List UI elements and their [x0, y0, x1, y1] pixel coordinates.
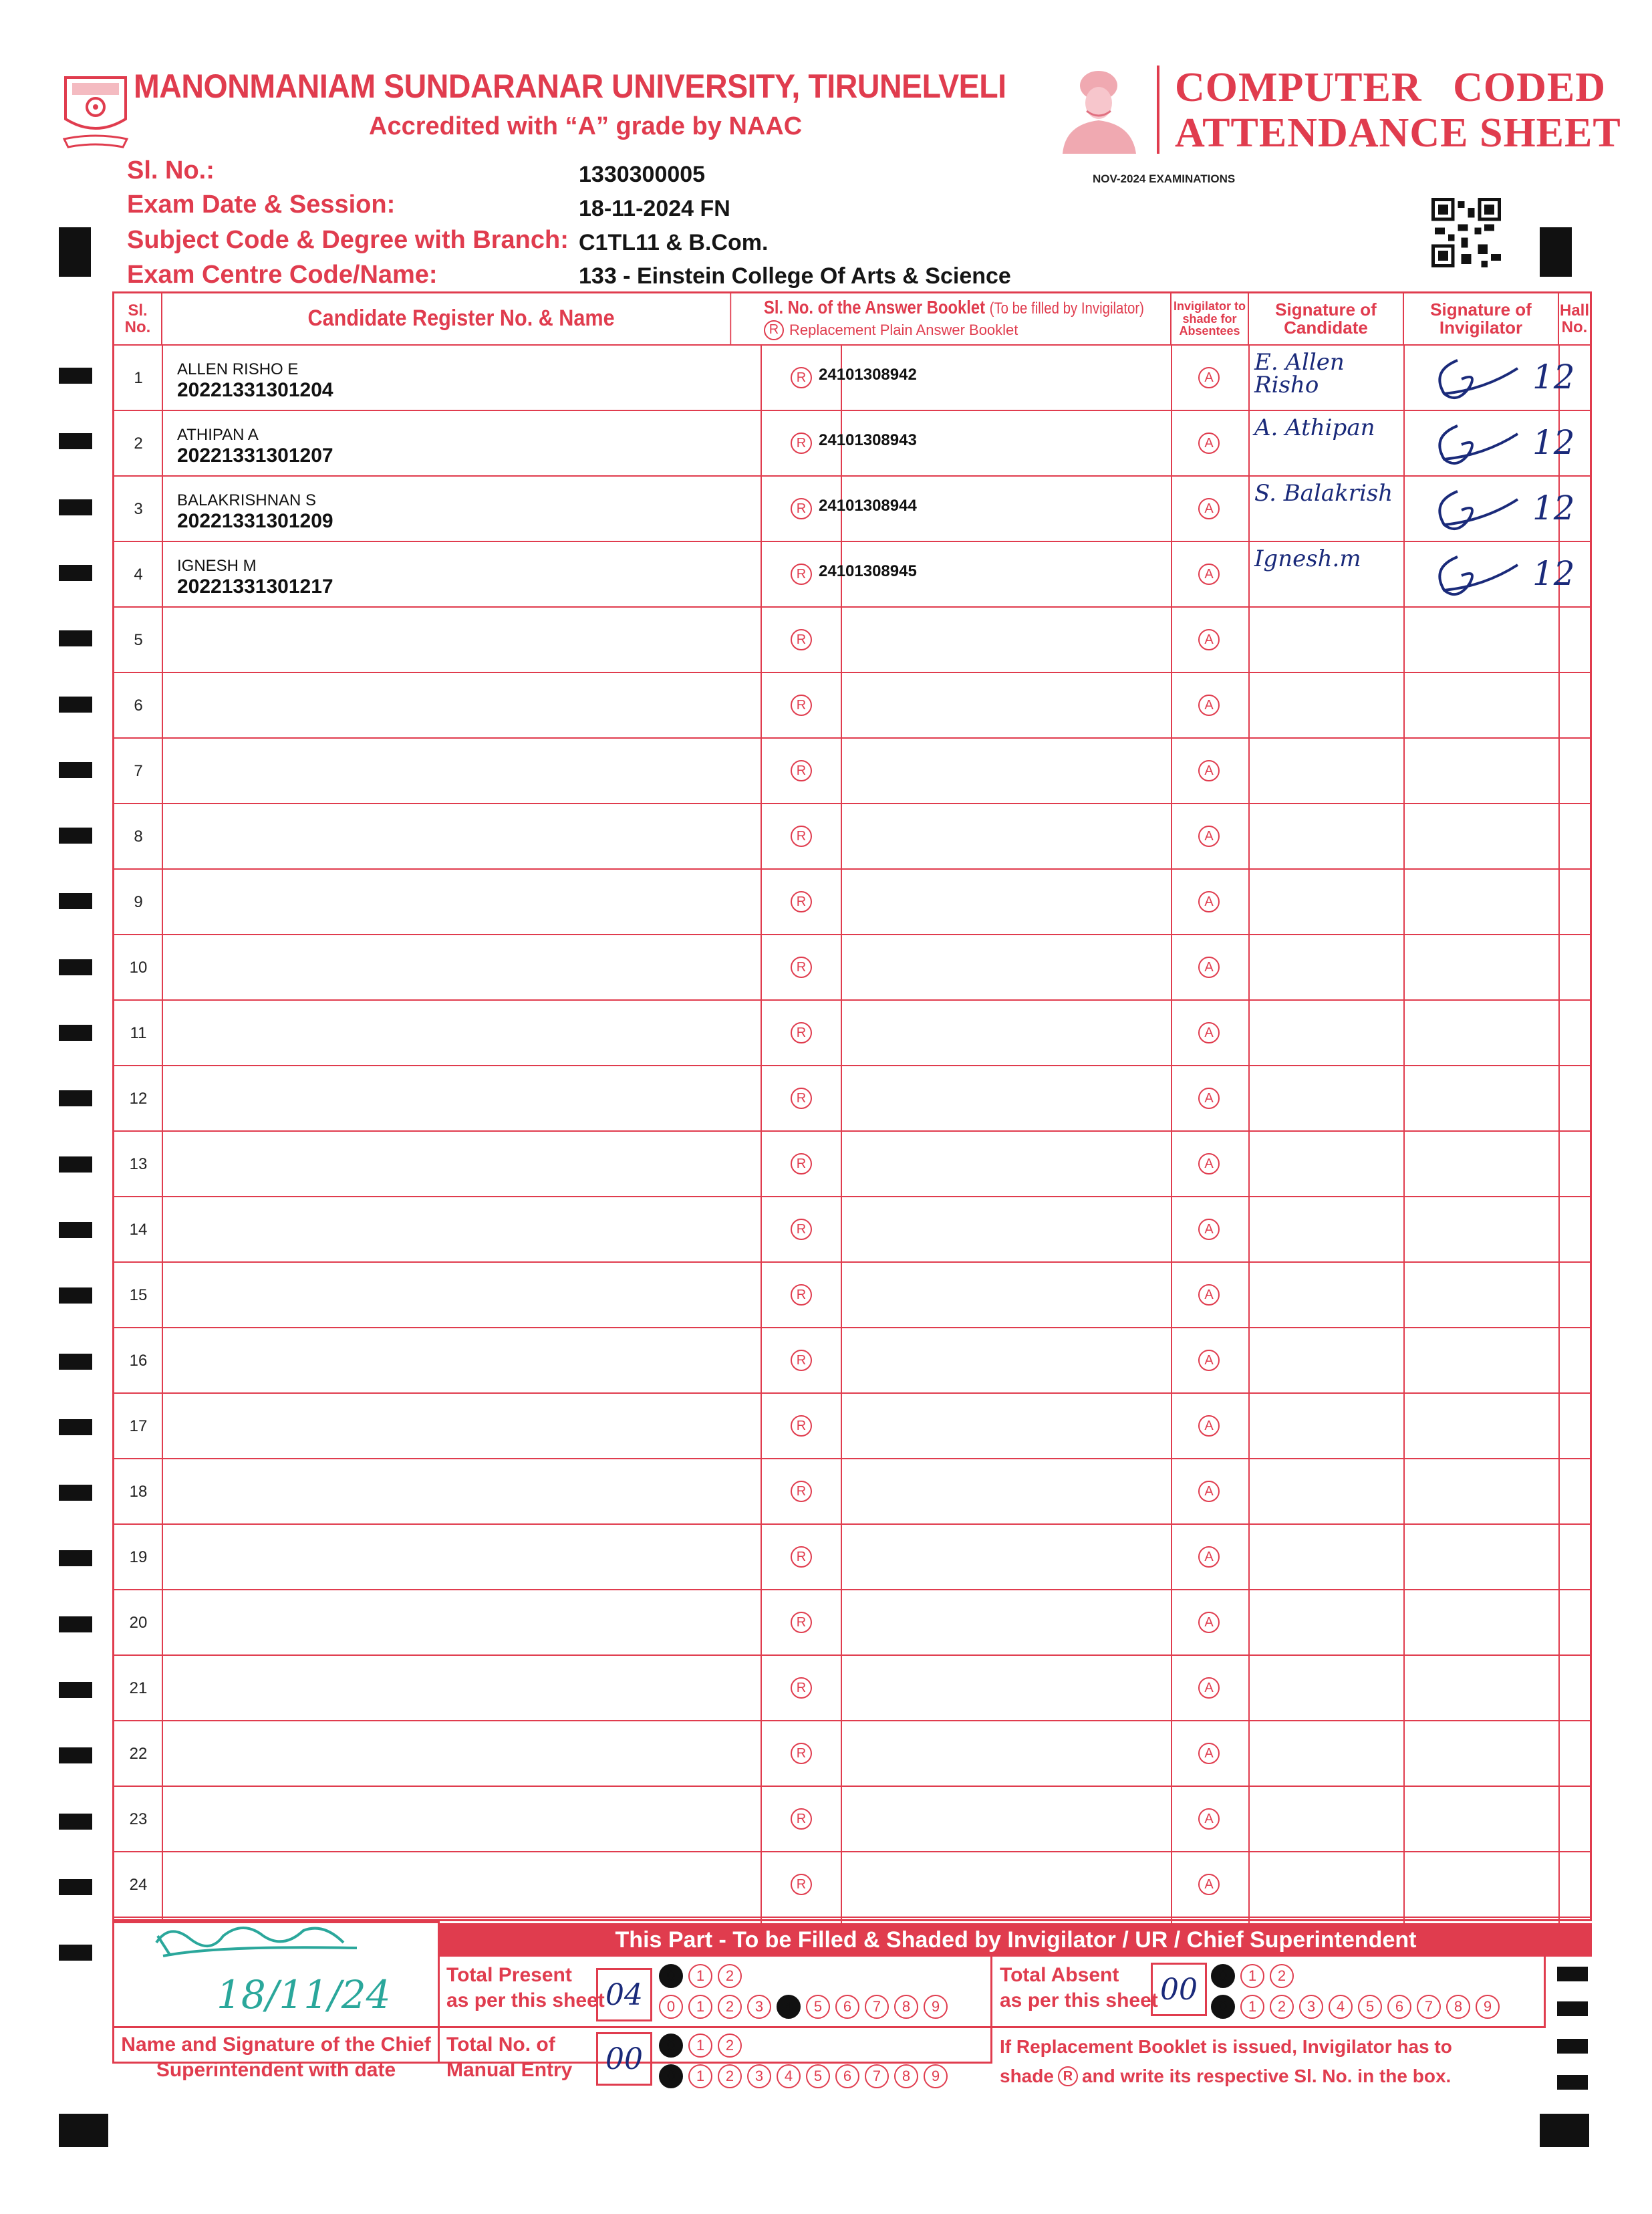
row-sl-no: 22	[129, 1745, 148, 1763]
absent-bubble[interactable]: A	[1198, 1415, 1220, 1437]
row-sl-no: 21	[129, 1679, 148, 1697]
timing-mark	[59, 697, 92, 713]
absent-bubble[interactable]: A	[1198, 1612, 1220, 1633]
table-row	[114, 477, 1590, 542]
portrait-icon	[1056, 64, 1143, 154]
table-row	[114, 1066, 1590, 1132]
timing-mark	[59, 433, 92, 449]
bottom-divider-3	[1544, 1957, 1546, 2026]
total-absent-box[interactable]: 00	[1151, 1963, 1207, 2016]
row-sl-no: 4	[134, 566, 143, 584]
absent-bubble[interactable]: A	[1198, 367, 1220, 388]
manual-units-bubble[interactable]: 9	[924, 2064, 948, 2088]
absent-bubble[interactable]: A	[1198, 826, 1220, 847]
row-sl-no: 17	[129, 1417, 148, 1435]
bottom-border-left	[112, 1921, 114, 2064]
booklet-number: 24101308944	[819, 497, 917, 515]
row-sl-no: 1	[134, 369, 143, 387]
replacement-bubble[interactable]: R	[791, 1743, 812, 1764]
invigilator-signature	[1417, 483, 1524, 537]
row-sl-no: 23	[129, 1810, 148, 1828]
replacement-bubble[interactable]: R	[791, 367, 812, 388]
present-units-bubble[interactable]: 8	[894, 1995, 918, 2019]
absent-bubble[interactable]: A	[1198, 629, 1220, 650]
corner-mark	[59, 227, 91, 277]
header-booklet-sub: Replacement Plain Answer Booklet	[789, 322, 1018, 339]
header-candidate: Candidate Register No. & Name	[192, 293, 731, 344]
table-row	[114, 739, 1590, 804]
candidate-name: IGNESH M	[177, 557, 257, 575]
row-sl-no: 18	[129, 1483, 148, 1501]
manual-units-bubble[interactable]: 2	[718, 2064, 742, 2088]
absent-bubble[interactable]: A	[1198, 1874, 1220, 1895]
absent-tens-bubble[interactable]: 2	[1270, 1964, 1294, 1988]
replacement-symbol: R	[764, 320, 784, 340]
present-units-bubble[interactable]: 5	[806, 1995, 830, 2019]
exam-centre-label: Exam Centre Code/Name:	[127, 261, 438, 289]
manual-units-bubble[interactable]: 6	[835, 2064, 859, 2088]
row-sl-no: 8	[134, 828, 143, 846]
absent-bubble[interactable]: A	[1198, 957, 1220, 978]
absent-units-bubble[interactable]: 9	[1476, 1995, 1500, 2019]
header-hall-no: Hall No.	[1559, 301, 1589, 336]
absent-bubble[interactable]: A	[1198, 1546, 1220, 1568]
register-number: 20221331301204	[177, 379, 333, 401]
table-row	[114, 870, 1590, 935]
replacement-bubble[interactable]: R	[791, 695, 812, 716]
header-booklet	[761, 293, 1172, 344]
timing-mark	[59, 1814, 92, 1830]
sl-no-label: Sl. No.:	[127, 156, 215, 184]
table-row	[114, 346, 1590, 411]
manual-entry-label: Total No. of Manual Entry	[446, 2034, 573, 2081]
present-tens-bubble[interactable]: 0	[659, 1964, 683, 1988]
absent-bubble[interactable]: A	[1198, 1481, 1220, 1502]
hall-number: 12	[1532, 423, 1575, 462]
absent-bubble[interactable]: A	[1198, 1219, 1220, 1240]
absent-units-bubble[interactable]: 5	[1358, 1995, 1382, 2019]
university-logo-icon	[61, 72, 130, 152]
row-sl-no: 3	[134, 500, 143, 518]
replacement-bubble[interactable]: R	[791, 1415, 812, 1437]
table-row	[114, 1656, 1590, 1721]
timing-mark	[59, 1879, 92, 1895]
title-divider	[1157, 66, 1159, 154]
row-sl-no: 9	[134, 893, 143, 911]
replacement-bubble[interactable]: R	[791, 1219, 812, 1240]
replacement-note-line1: If Replacement Booklet is issued, Invigilator has to	[1000, 2036, 1452, 2057]
manual-units-bubble[interactable]: 3	[747, 2064, 771, 2088]
manual-entry-box[interactable]: 00	[596, 2032, 652, 2086]
present-units-bubble[interactable]: 3	[747, 1995, 771, 2019]
candidate-signature: S. Balakrish	[1254, 480, 1393, 507]
row-sl-no: 11	[130, 1024, 147, 1042]
table-row	[114, 411, 1590, 477]
table-row	[114, 1525, 1590, 1590]
manual-tens-bubble[interactable]: 2	[718, 2034, 742, 2058]
absent-bubble[interactable]: A	[1198, 891, 1220, 912]
corner-mark	[1540, 227, 1572, 277]
row-sl-no: 19	[129, 1548, 148, 1566]
replacement-bubble[interactable]: R	[791, 1874, 812, 1895]
absent-bubble[interactable]: A	[1198, 1153, 1220, 1175]
table-row	[114, 1787, 1590, 1852]
row-sl-no: 10	[129, 959, 148, 977]
timing-mark	[59, 1354, 92, 1370]
table-row	[114, 1263, 1590, 1328]
booklet-number: 24101308942	[819, 366, 917, 384]
bottom-divider-1	[438, 1921, 440, 2064]
timing-mark	[59, 1222, 92, 1238]
replacement-bubble[interactable]: R	[791, 564, 812, 585]
present-tens-bubble[interactable]: 1	[688, 1964, 712, 1988]
table-row	[114, 1394, 1590, 1459]
header-signature-candidate: Signature of Candidate	[1249, 293, 1404, 344]
header-sl-no: Sl. No.	[114, 293, 162, 344]
absent-units-bubble[interactable]: 4	[1329, 1995, 1353, 2019]
replacement-bubble[interactable]: R	[791, 957, 812, 978]
replacement-bubble[interactable]: R	[791, 1808, 812, 1830]
present-units-bubble[interactable]: 4	[777, 1995, 801, 2019]
booklet-number: 24101308945	[819, 562, 917, 580]
replacement-bubble[interactable]: R	[791, 1546, 812, 1568]
absent-bubble[interactable]: A	[1198, 1677, 1220, 1699]
absent-bubble[interactable]: A	[1198, 1088, 1220, 1109]
replacement-bubble[interactable]: R	[791, 1088, 812, 1109]
table-row	[114, 673, 1590, 739]
table-row	[114, 935, 1590, 1001]
absent-bubble[interactable]: A	[1198, 695, 1220, 716]
candidate-name: BALAKRISHNAN S	[177, 491, 317, 509]
header-booklet-note: (To be filled by Invigilator)	[989, 299, 1144, 318]
sheet-title-line1: COMPUTER CODED	[1175, 65, 1607, 110]
timing-mark	[59, 565, 92, 581]
row-sl-no: 15	[129, 1286, 148, 1304]
row-sl-no: 2	[134, 435, 143, 453]
replacement-bubble[interactable]: R	[791, 760, 812, 781]
present-units-bubble[interactable]: 0	[659, 1995, 683, 2019]
manual-units-bubble[interactable]: 1	[688, 2064, 712, 2088]
total-absent-label: Total Absent as per this sheet	[1000, 1964, 1158, 2011]
replacement-bubble[interactable]: R	[791, 433, 812, 454]
table-row	[114, 1328, 1590, 1394]
candidate-name: ATHIPAN A	[177, 426, 259, 444]
row-sl-no: 5	[134, 631, 143, 649]
table-row	[114, 1590, 1590, 1656]
timing-mark	[59, 1616, 92, 1632]
candidate-signature: Ignesh.m	[1254, 545, 1361, 572]
accreditation: Accredited with “A” grade by NAAC	[369, 112, 803, 140]
absent-units-bubble[interactable]: 1	[1240, 1995, 1264, 2019]
absent-units-bubble[interactable]: 0	[1211, 1995, 1235, 2019]
absent-units-bubble[interactable]: 6	[1387, 1995, 1411, 2019]
table-row	[114, 804, 1590, 870]
table-row	[114, 1132, 1590, 1197]
candidate-signature: E. Allen Risho	[1254, 349, 1345, 398]
row-sl-no: 14	[129, 1221, 148, 1239]
hall-number: 12	[1532, 554, 1575, 593]
candidate-signature: A. Athipan	[1254, 414, 1375, 441]
replacement-bubble[interactable]: R	[791, 1284, 812, 1306]
absent-tens-bubble[interactable]: 1	[1240, 1964, 1264, 1988]
absent-bubble[interactable]: A	[1198, 1350, 1220, 1371]
present-units-bubble[interactable]: 7	[865, 1995, 889, 2019]
timing-mark	[59, 1485, 92, 1501]
timing-mark	[59, 1156, 92, 1173]
replacement-bubble[interactable]: R	[791, 1153, 812, 1175]
timing-mark	[59, 893, 92, 909]
sl-no-value: 1330300005	[579, 162, 706, 187]
corner-mark	[59, 2114, 108, 2147]
absent-bubble[interactable]: A	[1198, 433, 1220, 454]
invigilator-signature	[1417, 418, 1524, 471]
exam-date-label: Exam Date & Session:	[127, 191, 396, 219]
absent-bubble[interactable]: A	[1198, 564, 1220, 585]
timing-mark	[59, 368, 92, 384]
row-sl-no: 16	[129, 1352, 148, 1370]
row-sl-no: 20	[129, 1614, 148, 1632]
absent-bubble[interactable]: A	[1198, 1743, 1220, 1764]
manual-units-bubble[interactable]: 8	[894, 2064, 918, 2088]
table-row	[114, 608, 1590, 673]
replacement-symbol-note: R	[1058, 2066, 1078, 2086]
booklet-number: 24101308943	[819, 431, 917, 449]
manual-units-bubble[interactable]: 7	[865, 2064, 889, 2088]
timing-mark	[59, 1682, 92, 1698]
total-present-label: Total Present as per this sheet	[446, 1964, 605, 2011]
manual-units-bubble[interactable]: 4	[777, 2064, 801, 2088]
table-row	[114, 1721, 1590, 1787]
absent-tens-bubble[interactable]: 0	[1211, 1964, 1235, 1988]
absent-bubble[interactable]: A	[1198, 498, 1220, 519]
table-row	[114, 1459, 1590, 1525]
qr-code-icon	[1431, 198, 1501, 267]
timing-mark	[59, 1747, 92, 1763]
replacement-bubble[interactable]: R	[791, 629, 812, 650]
replacement-bubble[interactable]: R	[791, 1677, 812, 1699]
register-number: 20221331301207	[177, 445, 333, 467]
timing-mark	[59, 1419, 92, 1435]
manual-tens-bubble[interactable]: 0	[659, 2034, 683, 2058]
row-sl-no: 12	[129, 1090, 148, 1108]
hall-number: 12	[1532, 489, 1575, 527]
corner-mark	[1540, 2114, 1589, 2147]
header-invigilator-shade: Invigilator to shade for Absentees	[1172, 293, 1249, 344]
timing-mark	[59, 1090, 92, 1106]
invigilator-signature	[1417, 549, 1524, 602]
chief-signature-date: 18/11/24	[217, 1972, 391, 2017]
timing-mark	[59, 959, 92, 975]
header-booklet-main: Sl. No. of the Answer Booklet	[764, 297, 986, 318]
subject-code-value: C1TL11 & B.Com.	[579, 230, 769, 255]
timing-mark	[59, 1550, 92, 1566]
replacement-bubble[interactable]: R	[791, 1612, 812, 1633]
sheet-title-line2: ATTENDANCE SHEET	[1175, 110, 1621, 156]
attendance-table	[112, 291, 1592, 1921]
absent-units-bubble[interactable]: 3	[1299, 1995, 1323, 2019]
exam-centre-value: 133 - Einstein College Of Arts & Science	[579, 263, 1011, 289]
replacement-bubble[interactable]: R	[791, 1022, 812, 1043]
replacement-bubble[interactable]: R	[791, 826, 812, 847]
present-units-bubble[interactable]: 1	[688, 1995, 712, 2019]
table-row	[114, 1001, 1590, 1066]
table-row	[114, 542, 1590, 608]
present-units-bubble[interactable]: 2	[718, 1995, 742, 2019]
chief-superintendent-signature	[143, 1916, 391, 2030]
row-sl-no: 13	[129, 1155, 148, 1173]
table-row	[114, 1852, 1590, 1918]
replacement-bubble[interactable]: R	[791, 891, 812, 912]
replacement-note-line2: shade R and write its respective Sl. No. in the box.	[1000, 2066, 1452, 2086]
exam-session-label: NOV-2024 EXAMINATIONS	[1093, 172, 1236, 185]
replacement-bubble[interactable]: R	[791, 498, 812, 519]
total-present-box[interactable]: 04	[596, 1968, 652, 2021]
chief-superintendent-label: Name and Signature of the Chief Superintendent with date	[121, 2034, 431, 2081]
invigilator-signature	[1417, 352, 1524, 406]
timing-mark	[59, 762, 92, 778]
register-number: 20221331301209	[177, 510, 333, 532]
register-number: 20221331301217	[177, 576, 333, 598]
candidate-name: ALLEN RISHO E	[177, 360, 299, 378]
replacement-bubble[interactable]: R	[791, 1481, 812, 1502]
row-sl-no: 7	[134, 762, 143, 780]
timing-mark	[59, 1025, 92, 1041]
absent-bubble[interactable]: A	[1198, 1284, 1220, 1306]
timing-mark	[59, 1287, 92, 1304]
absent-units-bubble[interactable]: 8	[1446, 1995, 1470, 2019]
present-units-bubble[interactable]: 9	[924, 1995, 948, 2019]
invigilator-section-banner: This Part - To be Filled & Shaded by Invigilator / UR / Chief Superintendent	[440, 1923, 1592, 1957]
table-row	[114, 1197, 1590, 1263]
timing-mark	[1557, 2075, 1588, 2090]
exam-date-value: 18-11-2024 FN	[579, 196, 730, 221]
replacement-bubble[interactable]: R	[791, 1350, 812, 1371]
header-signature-invigilator: Signature of Invigilator	[1404, 293, 1559, 344]
timing-mark	[59, 630, 92, 646]
manual-units-bubble[interactable]: 0	[659, 2064, 683, 2088]
university-name: MANONMANIAM SUNDARANAR UNIVERSITY, TIRUNELVELI	[134, 68, 1006, 105]
bottom-divider-2	[990, 1957, 992, 2064]
absent-bubble[interactable]: A	[1198, 1022, 1220, 1043]
absent-bubble[interactable]: A	[1198, 1808, 1220, 1830]
timing-mark	[59, 828, 92, 844]
timing-mark	[59, 1945, 92, 1961]
hall-number: 12	[1532, 358, 1575, 396]
present-units-bubble[interactable]: 6	[835, 1995, 859, 2019]
timing-mark	[1557, 2001, 1588, 2016]
absent-units-bubble[interactable]: 2	[1270, 1995, 1294, 2019]
manual-tens-bubble[interactable]: 1	[688, 2034, 712, 2058]
timing-mark	[1557, 1967, 1588, 1981]
timing-mark	[1557, 2039, 1588, 2054]
present-tens-bubble[interactable]: 2	[718, 1964, 742, 1988]
row-sl-no: 24	[129, 1876, 148, 1894]
manual-units-bubble[interactable]: 5	[806, 2064, 830, 2088]
absent-bubble[interactable]: A	[1198, 760, 1220, 781]
subject-code-label: Subject Code & Degree with Branch:	[127, 226, 569, 254]
timing-mark	[59, 499, 92, 515]
row-sl-no: 6	[134, 697, 143, 715]
absent-units-bubble[interactable]: 7	[1417, 1995, 1441, 2019]
